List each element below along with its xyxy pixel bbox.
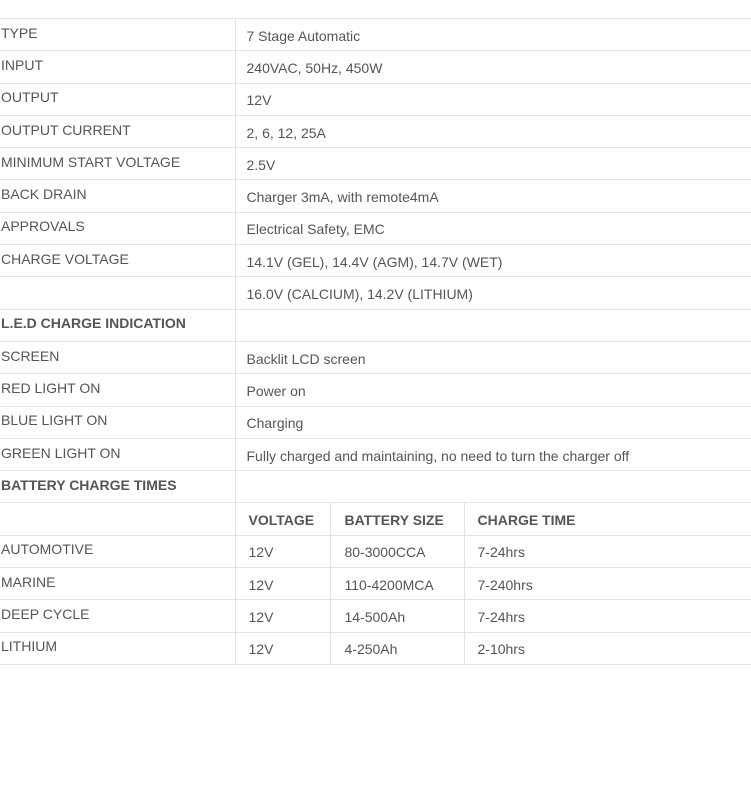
table-row [0, 535, 751, 567]
charge-time-cell: 7-24hrs [477, 608, 525, 625]
spec-label: BACK DRAIN [1, 186, 87, 203]
table-row [0, 568, 751, 600]
table-row [0, 632, 751, 664]
spec-value: 14.1V (GEL), 14.4V (AGM), 14.7V (WET) [246, 253, 503, 270]
section-header-row [0, 309, 751, 341]
voltage-cell: 12V [248, 608, 274, 625]
battery-type: DEEP CYCLE [1, 605, 90, 622]
table-row [0, 115, 751, 147]
battery-type: LITHIUM [1, 638, 57, 655]
spec-label: CHARGE VOLTAGE [1, 250, 129, 267]
column-header-voltage: VOLTAGE [248, 512, 315, 529]
spec-label: INPUT [1, 56, 43, 73]
spec-value: 12V [246, 92, 272, 109]
battery-type: AUTOMOTIVE [1, 541, 94, 558]
battery-size-cell: 14-500Ah [344, 608, 406, 625]
table-row [0, 277, 751, 309]
charge-time-cell: 2-10hrs [477, 641, 525, 658]
column-header-battery-size: BATTERY SIZE [344, 512, 444, 529]
charge-time-cell: 7-24hrs [477, 544, 525, 561]
table-row [0, 212, 751, 244]
voltage-cell: 12V [248, 576, 274, 593]
table-row [0, 180, 751, 212]
charge-time-cell: 7-240hrs [477, 576, 533, 593]
led-value: Backlit LCD screen [246, 350, 366, 367]
table-row [0, 600, 751, 632]
table-row [0, 51, 751, 83]
section-title-charge-times: BATTERY CHARGE TIMES [1, 476, 177, 493]
spec-table [0, 18, 751, 665]
battery-size-cell: 80-3000CCA [344, 544, 426, 561]
battery-type: MARINE [1, 573, 56, 590]
spec-label: MINIMUM START VOLTAGE [1, 153, 181, 170]
spec-label: APPROVALS [1, 218, 85, 235]
spec-value: Charger 3mA, with remote4mA [246, 189, 439, 206]
voltage-cell: 12V [248, 544, 274, 561]
battery-size-cell: 110-4200MCA [344, 576, 434, 593]
spec-value: 2.5V [246, 156, 276, 173]
spec-label: TYPE [1, 24, 38, 41]
table-row [0, 374, 751, 406]
led-label: RED LIGHT ON [1, 379, 101, 396]
table-row [0, 19, 751, 51]
table-row [0, 245, 751, 277]
led-label: GREEN LIGHT ON [1, 444, 121, 461]
column-header-charge-time: CHARGE TIME [477, 512, 576, 529]
voltage-cell: 12V [248, 641, 274, 658]
charge-times-header-row [0, 503, 751, 535]
table-row [0, 148, 751, 180]
led-value: Charging [246, 415, 304, 432]
spec-value: 240VAC, 50Hz, 450W [246, 59, 383, 76]
spec-label: OUTPUT CURRENT [1, 121, 131, 138]
section-header-row [0, 471, 751, 503]
led-value: Fully charged and maintaining, no need to turn the charger off [246, 447, 630, 464]
led-label: BLUE LIGHT ON [1, 412, 108, 429]
table-row [0, 83, 751, 115]
spec-label: OUTPUT [1, 89, 59, 106]
battery-size-cell: 4-250Ah [344, 641, 398, 658]
table-row [0, 341, 751, 373]
spec-value: 2, 6, 12, 25A [246, 124, 326, 141]
table-row [0, 438, 751, 470]
led-label: SCREEN [1, 347, 60, 364]
table-row [0, 406, 751, 438]
section-title-led: L.E.D CHARGE INDICATION [1, 315, 186, 332]
spec-value: 16.0V (CALCIUM), 14.2V (LITHIUM) [246, 286, 473, 303]
led-value: Power on [246, 382, 306, 399]
spec-value: Electrical Safety, EMC [246, 221, 385, 238]
spec-value: 7 Stage Automatic [246, 27, 361, 44]
